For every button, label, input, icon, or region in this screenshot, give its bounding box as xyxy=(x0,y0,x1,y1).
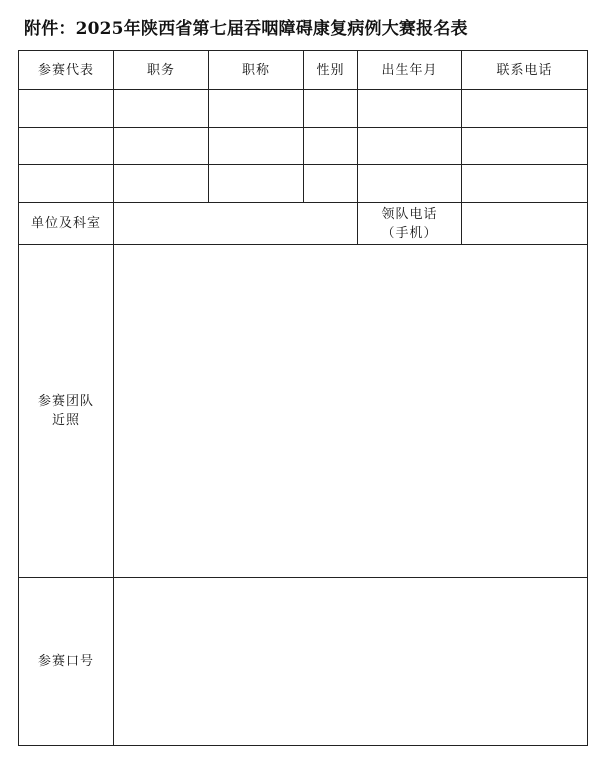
title-field[interactable] xyxy=(209,128,304,165)
position-field[interactable] xyxy=(114,90,209,128)
position-field[interactable] xyxy=(114,128,209,165)
header-position: 职务 xyxy=(114,51,209,90)
contact-phone-field[interactable] xyxy=(462,90,588,128)
representative-row xyxy=(19,165,588,203)
slogan-row xyxy=(19,578,588,746)
birth-date-field[interactable] xyxy=(358,165,462,203)
header-gender: 性别 xyxy=(304,51,358,90)
header-representative: 参赛代表 xyxy=(19,51,114,90)
unit-label: 单位及科室 xyxy=(19,203,114,245)
contact-phone-field[interactable] xyxy=(462,128,588,165)
page-title: 附件：2025年陕西省第七届吞咽障碍康复病例大赛报名表 xyxy=(24,19,468,39)
birth-date-field[interactable] xyxy=(358,90,462,128)
unit-field[interactable] xyxy=(114,203,358,245)
position-field[interactable] xyxy=(114,165,209,203)
title-field[interactable] xyxy=(209,90,304,128)
header-birth-date: 出生年月 xyxy=(358,51,462,90)
representative-name-field[interactable] xyxy=(19,90,114,128)
header-row xyxy=(19,51,588,90)
team-photo-row xyxy=(19,245,588,578)
leader-phone-field[interactable] xyxy=(462,203,588,245)
representative-row xyxy=(19,90,588,128)
slogan-label: 参赛口号 xyxy=(19,578,114,746)
representative-row xyxy=(19,128,588,165)
team-photo-label xyxy=(19,245,114,578)
header-title: 职称 xyxy=(209,51,304,90)
birth-date-field[interactable] xyxy=(358,128,462,165)
representative-name-field[interactable] xyxy=(19,128,114,165)
leader-phone-label-main: 领队电话 xyxy=(381,206,438,222)
registration-table xyxy=(18,50,588,746)
leader-phone-label xyxy=(358,203,462,245)
title-field[interactable] xyxy=(209,165,304,203)
leader-phone-label-sub: （手机） xyxy=(381,225,438,241)
contact-phone-field[interactable] xyxy=(462,165,588,203)
gender-field[interactable] xyxy=(304,90,358,128)
gender-field[interactable] xyxy=(304,128,358,165)
representative-name-field[interactable] xyxy=(19,165,114,203)
team-photo-label-line2: 近照 xyxy=(51,413,80,428)
team-photo-label-line1: 参赛团队 xyxy=(37,394,94,409)
gender-field[interactable] xyxy=(304,165,358,203)
header-contact-phone: 联系电话 xyxy=(462,51,588,90)
slogan-field[interactable] xyxy=(114,578,588,746)
team-photo-area[interactable] xyxy=(114,245,588,578)
unit-row xyxy=(19,203,588,245)
